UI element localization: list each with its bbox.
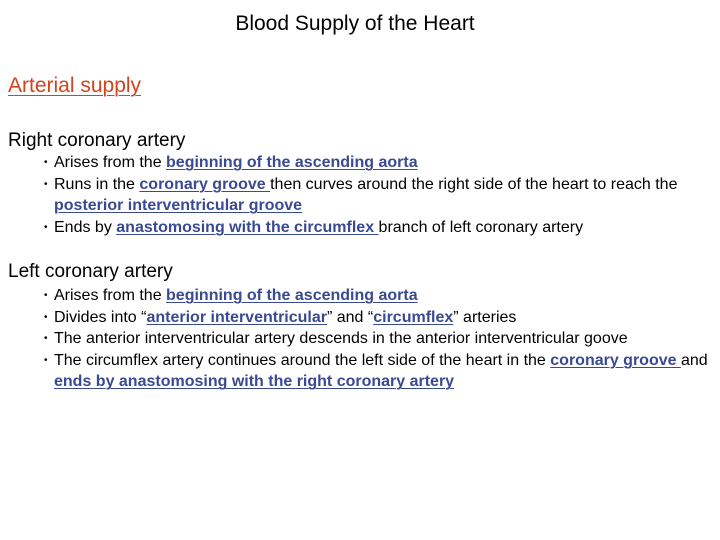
highlighted-term: posterior interventricular groove (54, 197, 303, 215)
list-item (44, 307, 716, 329)
bullet-text: then curves around the right side of the heart to reach the (270, 175, 678, 193)
highlighted-term: beginning of the ascending aorta (166, 287, 418, 304)
highlighted-term: anterior interventricular (146, 308, 327, 326)
left-coronary-artery-heading: Left coronary artery (8, 261, 173, 282)
bullet-icon: • (44, 290, 48, 301)
bullet-icon: • (44, 354, 48, 366)
bullet-text: ” and “ (326, 308, 374, 326)
right-coronary-artery-list (44, 152, 716, 238)
bullet-icon: • (44, 178, 48, 190)
list-item (44, 285, 716, 307)
highlighted-term: coronary groove (550, 351, 681, 369)
list-item (44, 328, 716, 350)
bullet-text: The circumflex artery continues around the left side of the heart in the (54, 351, 551, 369)
highlighted-term: coronary groove (139, 175, 271, 193)
list-item (44, 350, 716, 393)
bullet-text: The anterior interventricular artery descends in the anterior interventricular goove (54, 330, 628, 348)
highlighted-term: ends by anastomosing with the right coronary artery (54, 373, 455, 391)
bullet-text: Divides into “ (54, 308, 147, 326)
left-coronary-artery-list (44, 285, 716, 393)
list-item (44, 174, 716, 217)
bullet-icon: • (44, 311, 48, 323)
bullet-text: Arises from the (54, 154, 167, 171)
bullet-icon: • (44, 333, 48, 345)
page-title: Blood Supply of the Heart (235, 12, 475, 35)
bullet-text: and (680, 351, 708, 369)
right-coronary-artery-heading: Right coronary artery (8, 130, 186, 151)
list-item (44, 152, 716, 174)
bullet-text: branch of left coronary artery (378, 218, 584, 236)
highlighted-term: beginning of the ascending aorta (166, 154, 418, 171)
list-item (44, 217, 716, 239)
bullet-text: Arises from the (54, 287, 167, 304)
bullet-text: Ends by (54, 218, 117, 236)
highlighted-term: anastomosing with the circumflex (116, 218, 379, 236)
section-heading-arterial-supply: Arterial supply (8, 74, 142, 97)
bullet-text: ” arteries (453, 308, 517, 326)
bullet-icon: • (44, 157, 48, 168)
bullet-icon: • (44, 221, 48, 233)
bullet-text: Runs in the (54, 175, 140, 193)
highlighted-term: circumflex (373, 308, 454, 326)
